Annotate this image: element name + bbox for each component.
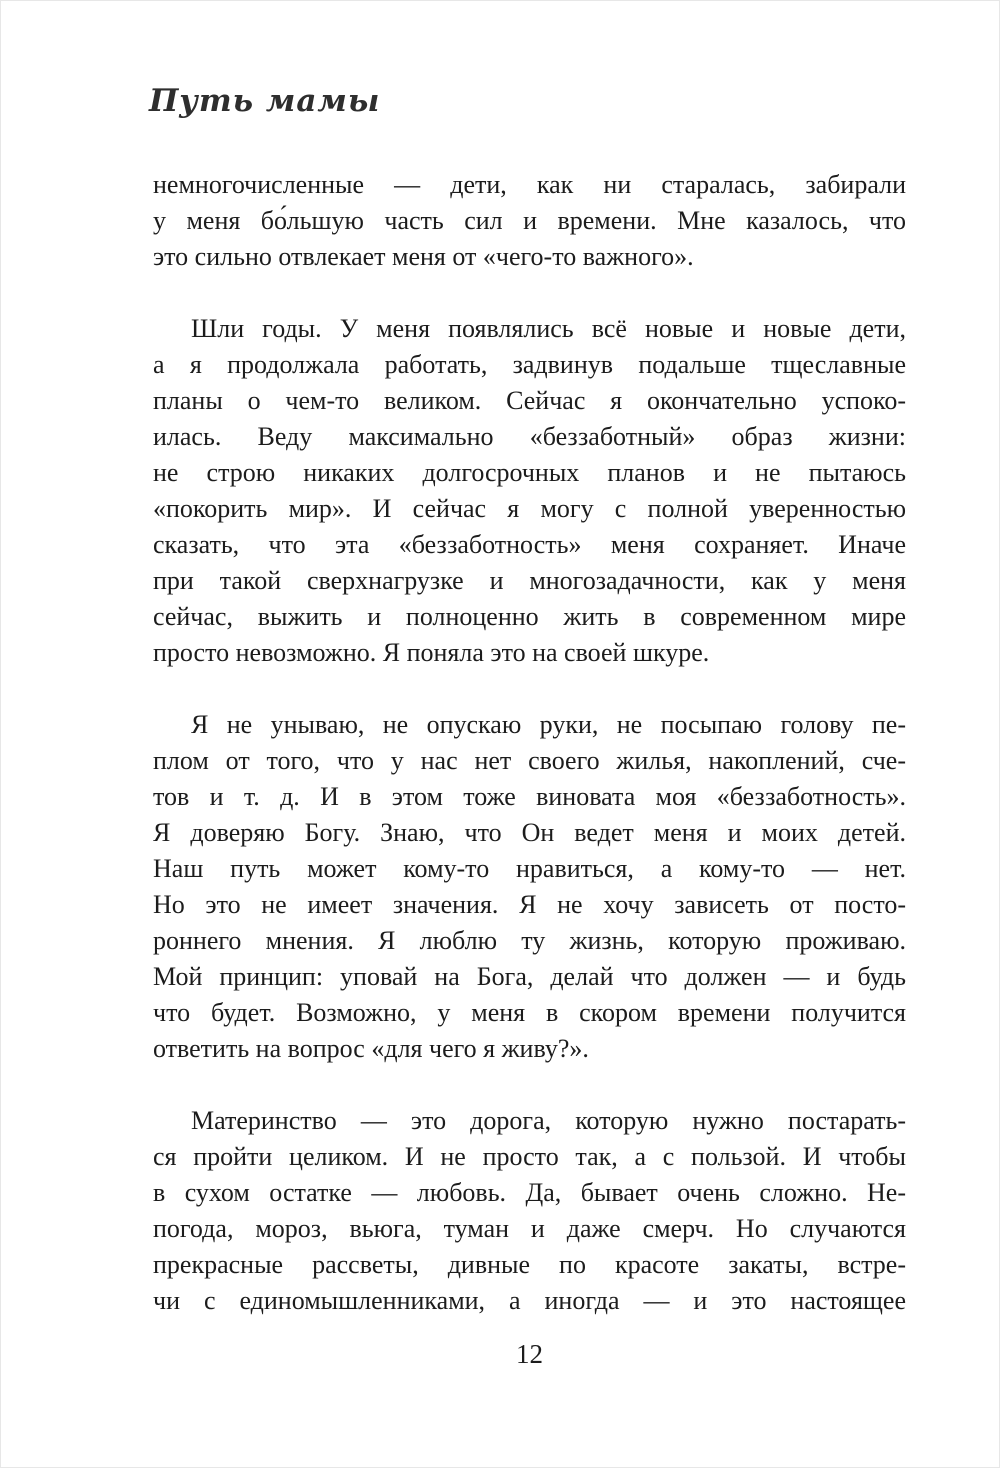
running-header: Путь мамы [149,83,381,119]
text-line: сказать, что эта «беззаботность» меня сохраняет. Иначе [153,530,906,559]
text-line: Мой принцип: уповай на Бога, делай что должен — и будь [153,962,906,991]
text-line: погода, мороз, вьюга, туман и даже смерч. Но случаются [153,1214,906,1243]
text-line: ся пройти целиком. И не просто так, а с пользой. И чтобы [153,1142,906,1171]
paragraph [153,311,906,671]
page-text [153,167,906,1319]
text-line: илась. Веду максимально «беззаботный» образ жизни: [153,422,906,451]
text-line: «покорить мир». И сейчас я могу с полной уверенностью [153,494,906,523]
text-line: Я не унываю, не опускаю руки, не посыпаю голову пе- [191,710,906,739]
text-line: тов и т. д. И в этом тоже виновата моя «беззаботность». [153,782,906,811]
page-number: 12 [516,1339,543,1369]
paragraph [153,1103,906,1319]
text-line: планы о чем-то великом. Сейчас я окончательно успоко- [153,386,906,415]
text-line: Шли годы. У меня появлялись всё новые и новые дети, [191,314,906,343]
text-line: у меня бо́льшую часть сил и времени. Мне казалось, что [153,206,906,235]
paragraph [153,707,906,1067]
text-line: при такой сверхнагрузке и многозадачности, как у меня [153,566,906,595]
text-line: Я доверяю Богу. Знаю, что Он ведет меня и моих детей. [153,818,906,847]
text-line: в сухом остатке — любовь. Да, бывает очень сложно. Не- [153,1178,906,1207]
text-line: Материнство — это дорога, которую нужно постарать- [191,1106,906,1135]
text-line: это сильно отвлекает меня от «чего-то важного». [153,242,694,271]
text-line: роннего мнения. Я люблю ту жизнь, которую проживаю. [153,926,906,955]
text-line: что будет. Возможно, у меня в скором времени получится [153,998,906,1027]
text-line: Наш путь может кому-то нравиться, а кому-то — нет. [153,854,906,883]
text-line: прекрасные рассветы, дивные по красоте закаты, встре- [153,1250,906,1279]
text-line: сейчас, выжить и полноценно жить в современном мире [153,602,906,631]
text-line: плом от того, что у нас нет своего жилья, накоплений, сче- [153,746,906,775]
text-line: ответить на вопрос «для чего я живу?». [153,1034,589,1063]
text-line: не строю никаких долгосрочных планов и не пытаюсь [153,458,906,487]
text-line: а я продолжала работать, задвинув подальше тщеславные [153,350,906,379]
text-line: Но это не имеет значения. Я не хочу зависеть от посто- [153,890,906,919]
text-line: просто невозможно. Я поняла это на своей шкуре. [153,638,710,667]
text-line: чи с единомышленниками, а иногда — и это настоящее [153,1286,906,1315]
paragraph [153,167,906,275]
text-line: немногочисленные — дети, как ни старалась, забирали [153,170,906,199]
